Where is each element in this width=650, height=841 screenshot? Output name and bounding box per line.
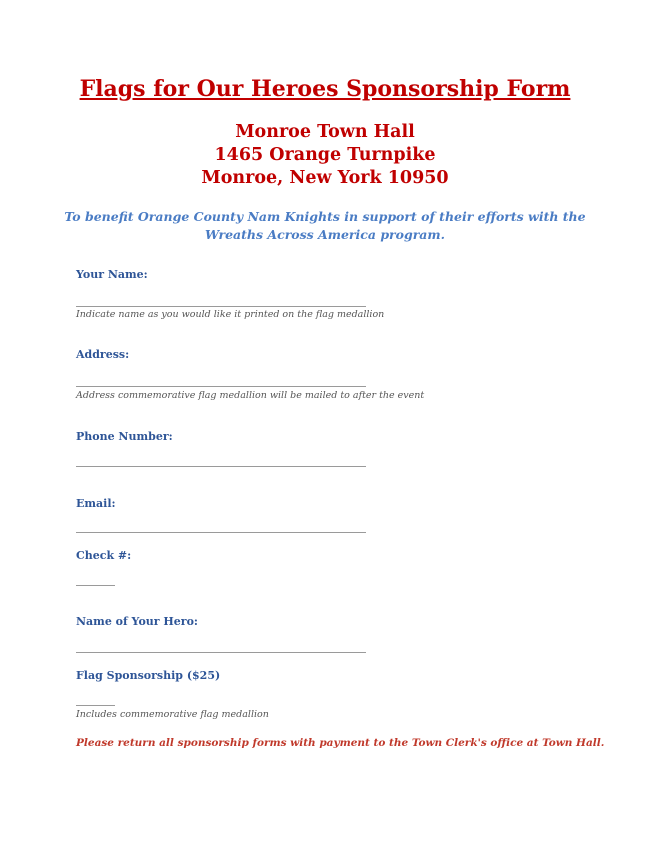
name-field[interactable]: [76, 306, 366, 307]
address-field[interactable]: [76, 386, 366, 387]
name-hint: Indicate name as you would like it printed on the flag medallion: [76, 309, 385, 320]
address-label: Address:: [76, 348, 130, 361]
check-label: Check #:: [76, 549, 132, 562]
email-field[interactable]: [76, 532, 366, 533]
form-title: Flags for Our Heroes Sponsorship Form: [79, 76, 571, 102]
return-instructions: Please return all sponsorship forms with payment to the Town Clerk's office at Town Hall.: [76, 737, 605, 749]
location-name: Monroe Town Hall: [235, 122, 415, 142]
hero-label: Name of Your Hero:: [76, 615, 198, 628]
benefit-text: To benefit Orange County Nam Knights in support of their efforts with the Wreaths Across America program.: [64, 209, 586, 242]
address-hint: Address commemorative flag medallion will be mailed to after the event: [76, 390, 425, 401]
phone-field[interactable]: [76, 466, 366, 467]
phone-label: Phone Number:: [76, 430, 173, 443]
location-street: 1465 Orange Turnpike: [214, 145, 436, 165]
email-label: Email:: [76, 497, 116, 510]
name-label: Your Name:: [76, 268, 148, 281]
check-field[interactable]: [76, 585, 115, 586]
sponsorship-label: Flag Sponsorship ($25): [76, 669, 221, 682]
sponsorship-hint: Includes commemorative flag medallion: [76, 709, 269, 720]
hero-field[interactable]: [76, 652, 366, 653]
sponsorship-field[interactable]: [76, 705, 115, 706]
location-city: Monroe, New York 10950: [201, 168, 449, 188]
